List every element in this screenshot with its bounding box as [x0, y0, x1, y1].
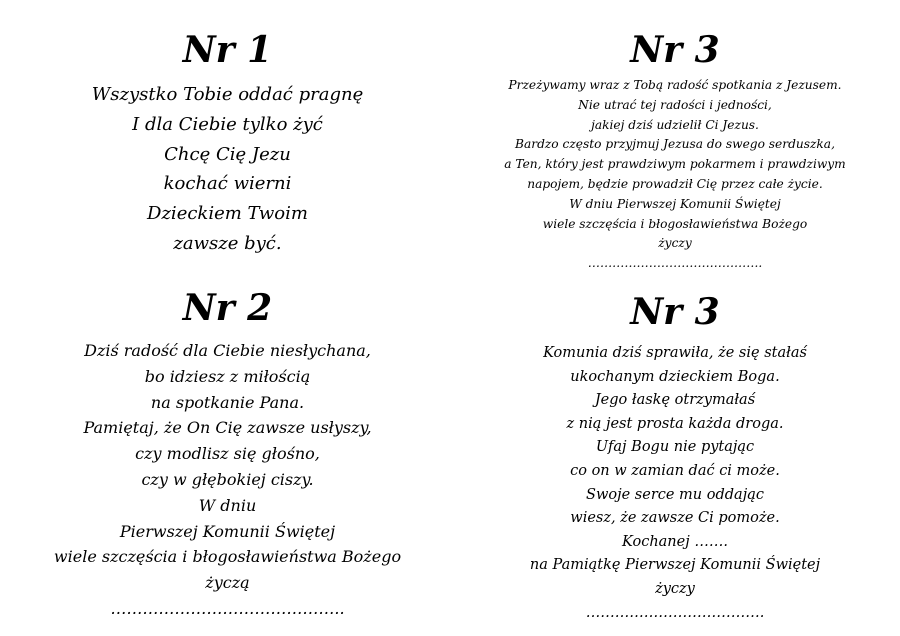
poem-line: zawsze być. — [173, 232, 282, 254]
poem-line: Dziś radość dla Ciebie niesłychana, — [84, 341, 371, 360]
poem-line: W dniu — [198, 495, 257, 515]
poem-title: Nr 2 — [182, 287, 273, 329]
poem-line: kochać wierni — [163, 173, 292, 195]
poem-title: Nr 1 — [182, 29, 273, 71]
poem-line: życzą — [205, 573, 250, 593]
poem-line: Jego łaskę otrzymałaś — [594, 392, 756, 409]
poem-line: na Pamiątkę Pierwszej Komunii Świętej — [529, 557, 821, 574]
poem-lines — [475, 342, 875, 625]
poem-line: wiele szczęścia i błogosławieństwa Bożego — [542, 216, 808, 231]
poem-lines — [50, 80, 405, 259]
poem-line: co on w zamian dać ci może. — [570, 462, 780, 479]
poem-line: Wszystko Tobie oddać pragnę — [91, 84, 364, 105]
poem-lines — [50, 338, 405, 622]
poem-line: napojem, będzie prowadził Cię przez całe życie. — [527, 176, 823, 191]
poem-line: wiele szczęścia i błogosławieństwa Bożego — [53, 547, 402, 567]
poem-line: jakiej dziś udzielił Ci Jezus. — [591, 117, 759, 132]
poem-line: z nią jest prosta każda droga. — [566, 415, 784, 432]
poem-line: czy w głębokiej ciszy. — [141, 469, 314, 489]
signature-dots: …………………………………….. — [110, 598, 345, 618]
signature-dots: ………………………………. — [585, 604, 765, 621]
poem-line: Ufaj Bogu nie pytając — [595, 439, 755, 456]
poem-line: Dzieckiem Twoim — [147, 203, 308, 225]
poem-line: I dla Ciebie tylko żyć — [132, 113, 323, 135]
signature-dots: ……………………………………. — [587, 256, 763, 271]
poem-line: życzy — [655, 580, 695, 597]
poem-line: życzy — [658, 236, 692, 251]
poem-line: Przeżywamy wraz z Tobą radość spotkania z Jezusem. — [508, 78, 842, 92]
poem-3a — [475, 30, 875, 274]
poem-3b — [475, 292, 875, 625]
poem-line: Kochanej ……. — [622, 533, 728, 550]
poem-line: ukochanym dzieckiem Boga. — [570, 368, 780, 385]
poem-line: Pamiętaj, że On Cię zawsze usłyszy, — [83, 418, 372, 438]
poem-line: wiesz, że zawsze Ci pomoże. — [570, 510, 780, 527]
poem-line: bo idziesz z miłością — [144, 366, 311, 386]
poem-line: czy modlisz się głośno, — [135, 444, 320, 464]
poem-lines — [475, 76, 875, 274]
poem-2 — [50, 288, 405, 622]
poem-1 — [50, 30, 405, 259]
poem-line: W dniu Pierwszej Komunii Świętej — [569, 196, 781, 211]
poem-title: Nr 3 — [630, 291, 720, 333]
poem-line: Pierwszej Komunii Świętej — [119, 521, 336, 541]
poem-line: Chcę Cię Jezu — [164, 143, 291, 165]
poem-line: Swoje serce mu oddając — [586, 486, 764, 503]
poem-title: Nr 3 — [630, 29, 720, 71]
poem-line: na spotkanie Pana. — [150, 392, 305, 412]
poem-line: Bardzo często przyjmuj Jezusa do swego serduszka, — [515, 137, 835, 152]
poem-line: Komunia dziś sprawiła, że się stałaś — [543, 345, 807, 361]
poem-line: Nie utrać tej radości i jedności, — [578, 97, 772, 112]
poem-line: a Ten, który jest prawdziwym pokarmem i prawdziwym — [504, 157, 846, 172]
